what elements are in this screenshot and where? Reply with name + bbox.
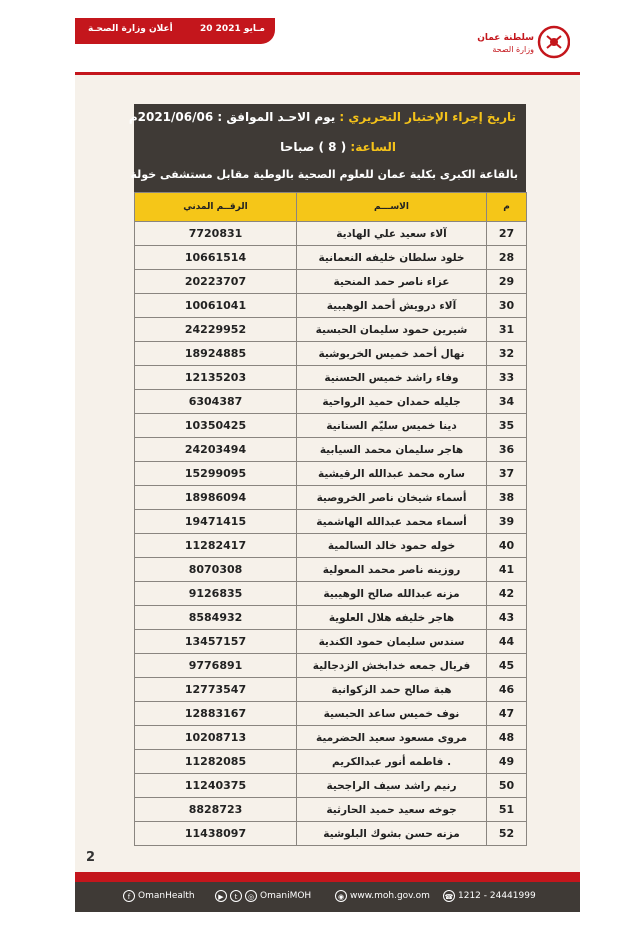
row-number: 35	[487, 414, 527, 438]
instagram-icon: ◎	[245, 890, 257, 902]
row-number: 48	[487, 726, 527, 750]
facebook-icon: f	[123, 890, 135, 902]
row-civil-id: 10061041	[135, 294, 297, 318]
row-civil-id: 11240375	[135, 774, 297, 798]
row-name: خلود سلطان خليفه النعمانية	[297, 246, 487, 270]
row-name: نهال أحمد خميس الخربوشية	[297, 342, 487, 366]
exam-time-value: ( 8 ) صباحا	[280, 140, 347, 154]
row-civil-id: 7720831	[135, 222, 297, 246]
row-civil-id: 9776891	[135, 654, 297, 678]
row-civil-id: 15299095	[135, 462, 297, 486]
table-row	[135, 558, 527, 582]
row-civil-id: 11438097	[135, 822, 297, 846]
row-number: 31	[487, 318, 527, 342]
table-row	[135, 606, 527, 630]
row-name: آلاء درويش أحمد الوهيبية	[297, 294, 487, 318]
row-civil-id: 24229952	[135, 318, 297, 342]
header-no: م	[487, 193, 527, 222]
table-row	[135, 534, 527, 558]
row-name: نوف خميس ساعد الحبسية	[297, 702, 487, 726]
exam-location: بالقاعة الكبرى بكلية عمان للعلوم الصحية بالوطية مقابل مستشفى خولة	[130, 168, 518, 181]
row-number: 43	[487, 606, 527, 630]
row-number: 32	[487, 342, 527, 366]
table-header-row	[135, 193, 527, 222]
row-number: 33	[487, 366, 527, 390]
row-number: 45	[487, 654, 527, 678]
row-civil-id: 8828723	[135, 798, 297, 822]
table-row	[135, 486, 527, 510]
row-number: 47	[487, 702, 527, 726]
row-name: دينا خميس سليّم السنانية	[297, 414, 487, 438]
table-row	[135, 750, 527, 774]
row-number: 30	[487, 294, 527, 318]
row-civil-id: 6304387	[135, 390, 297, 414]
row-name: هاجر سليمان محمد السيابية	[297, 438, 487, 462]
page-number: 2	[86, 850, 96, 865]
row-civil-id: 19471415	[135, 510, 297, 534]
phone-number: 1212 - 24441999	[458, 891, 536, 901]
row-name: روزينه ناصر محمد المعولية	[297, 558, 487, 582]
table-row	[135, 702, 527, 726]
table-row	[135, 654, 527, 678]
row-number: 36	[487, 438, 527, 462]
row-civil-id: 13457157	[135, 630, 297, 654]
row-name: مروى مسعود سعيد الحضرمية	[297, 726, 487, 750]
row-civil-id: 11282417	[135, 534, 297, 558]
announcement-date: 20 مـايو 2021	[200, 24, 265, 34]
row-name: هاجر خليفه هلال العلوية	[297, 606, 487, 630]
footer-website[interactable]	[335, 890, 430, 902]
table-row	[135, 582, 527, 606]
row-number: 29	[487, 270, 527, 294]
row-civil-id: 11282085	[135, 750, 297, 774]
row-civil-id: 18924885	[135, 342, 297, 366]
svg-text:سلطنة عمان: سلطنة عمان	[477, 33, 534, 43]
row-number: 40	[487, 534, 527, 558]
website-url: www.moh.gov.om	[350, 891, 430, 901]
notice-header	[128, 104, 526, 192]
row-number: 49	[487, 750, 527, 774]
table-row	[135, 462, 527, 486]
table-row	[135, 438, 527, 462]
footer-phone	[443, 890, 536, 902]
row-number: 28	[487, 246, 527, 270]
row-civil-id: 8584932	[135, 606, 297, 630]
row-name: جوخه سعيد حميد الحارثية	[297, 798, 487, 822]
exam-date-value: يوم الاحـد الموافق : 2021/06/06م	[128, 110, 336, 124]
row-name: خوله حمود خالد السالمية	[297, 534, 487, 558]
row-name: شيرين حمود سليمان الحبسية	[297, 318, 487, 342]
table-row	[135, 798, 527, 822]
row-civil-id: 8070308	[135, 558, 297, 582]
table-row	[135, 294, 527, 318]
row-name: أسماء شيخان ناصر الخروصية	[297, 486, 487, 510]
row-civil-id: 12135203	[135, 366, 297, 390]
table-row	[135, 510, 527, 534]
row-number: 52	[487, 822, 527, 846]
footer-red-line	[75, 872, 580, 882]
row-number: 51	[487, 798, 527, 822]
row-name: وفاء راشد خميس الحسنية	[297, 366, 487, 390]
row-number: 34	[487, 390, 527, 414]
table-row	[135, 390, 527, 414]
row-civil-id: 9126835	[135, 582, 297, 606]
exam-time-label: الساعة:	[350, 140, 396, 154]
table-row	[135, 414, 527, 438]
table-row	[135, 270, 527, 294]
phone-icon: ☎	[443, 890, 455, 902]
table-row	[135, 678, 527, 702]
exam-time-line	[280, 140, 396, 154]
facebook-handle: OmanHealth	[138, 891, 195, 901]
row-name: مزنه حسن بشوك البلوشية	[297, 822, 487, 846]
row-civil-id: 24203494	[135, 438, 297, 462]
row-name: جليله حمدان حميد الرواحية	[297, 390, 487, 414]
table-row	[135, 342, 527, 366]
exam-list-box	[128, 104, 526, 856]
row-name: عزاء ناصر حمد المنحية	[297, 270, 487, 294]
table-row	[135, 246, 527, 270]
row-number: 41	[487, 558, 527, 582]
row-civil-id: 12773547	[135, 678, 297, 702]
globe-icon: ◉	[335, 890, 347, 902]
row-name: رنيم راشد سيف الراجحية	[297, 774, 487, 798]
youtube-icon: ▶	[215, 890, 227, 902]
exam-date-line	[129, 110, 516, 124]
header-divider	[75, 72, 580, 75]
footer-bar	[75, 882, 580, 912]
row-civil-id: 10350425	[135, 414, 297, 438]
table-row	[135, 822, 527, 846]
row-name: سندس سليمان حمود الكندية	[297, 630, 487, 654]
row-name: ساره محمد عبدالله الرقيشية	[297, 462, 487, 486]
row-civil-id: 10208713	[135, 726, 297, 750]
header-civil-id: الرقــم المدني	[135, 193, 297, 222]
row-civil-id: 12883167	[135, 702, 297, 726]
table-row	[135, 726, 527, 750]
row-number: 38	[487, 486, 527, 510]
footer-facebook[interactable]	[123, 890, 195, 902]
row-name: مزنه عبدالله صالح الوهيبية	[297, 582, 487, 606]
candidates-table	[134, 192, 527, 846]
footer-social[interactable]	[215, 890, 311, 902]
row-number: 27	[487, 222, 527, 246]
row-civil-id: 10661514	[135, 246, 297, 270]
row-name: آلاء سعيد علي الهادية	[297, 222, 487, 246]
table-row	[135, 318, 527, 342]
table-row	[135, 630, 527, 654]
row-number: 50	[487, 774, 527, 798]
table-row	[135, 222, 527, 246]
svg-text:وزارة الصحة: وزارة الصحة	[492, 45, 534, 54]
ministry-logo	[470, 20, 570, 64]
row-name: فريال جمعه خدابخش الزدجالية	[297, 654, 487, 678]
announcement-title: أعلان وزارة الصحـة	[88, 24, 173, 34]
row-number: 44	[487, 630, 527, 654]
row-number: 46	[487, 678, 527, 702]
row-civil-id: 20223707	[135, 270, 297, 294]
row-name: أسماء محمد عبدالله الهاشمية	[297, 510, 487, 534]
table-row	[135, 774, 527, 798]
row-civil-id: 18986094	[135, 486, 297, 510]
exam-date-label: تاريخ إجراء الإختبار التحريري :	[339, 110, 516, 124]
table-row	[135, 366, 527, 390]
twitter-icon: t	[230, 890, 242, 902]
row-name: هبة صالح حمد الزكوانية	[297, 678, 487, 702]
header-name: الاســـم	[297, 193, 487, 222]
row-number: 37	[487, 462, 527, 486]
row-number: 39	[487, 510, 527, 534]
row-number: 42	[487, 582, 527, 606]
row-name: . فاطمه أنور عبدالكريم	[297, 750, 487, 774]
social-handle: OmaniMOH	[260, 891, 312, 901]
